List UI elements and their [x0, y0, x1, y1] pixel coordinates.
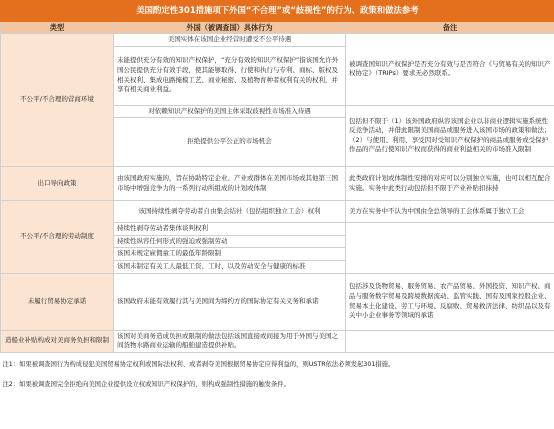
type-cell: 不公平/不合理的劳动制度 — [1, 201, 114, 273]
note-cell: 被调查国知识产权保护是否充分有效与是否符合《与贸易有关的知识产权协定》（TRIPs）要求无必然联系。 — [346, 34, 554, 106]
header-note: 备注 — [346, 22, 554, 34]
behavior-cell: 由该国政府实施的，旨在协助特定企业、产业或群体在美国市场或其他第三国市场中增强竞争力的一系列行动所组成的计划或体制 — [114, 167, 346, 201]
table-title: 美国酌定性301措施项下外国“不合理”或“歧视性”的行为、政策和做法参考 — [1, 1, 554, 22]
type-cell: 未履行贸易协定承诺 — [1, 273, 114, 330]
type-cell: 造船业补贴构成对美商务负担和限制 — [1, 330, 114, 352]
behavior-cell: 拒绝提供公平公正的市场机会 — [114, 118, 346, 167]
footnote-1: 注1：如果被调查国行为构成侵犯美国贸易协定权利或国际法权利、或者剥夺美国根据贸易协定应得利益的，则USTR依法必须发起301措施。 — [1, 360, 554, 380]
note-cell-empty — [346, 223, 554, 273]
note-cell: 美方在实务中不认为中国由全总领导的工会体系属于独立工会 — [346, 201, 554, 223]
header-behavior: 外国（被调查国）具体行为 — [114, 22, 346, 34]
behavior-cell: 该国未制定有关工人最低工资、工时、以及劳动安全与健康的标准 — [114, 260, 346, 273]
behavior-cell: 该国未规定雇佣童工的最低年龄限制 — [114, 248, 346, 261]
type-cell: 出口导向政策 — [1, 167, 114, 201]
header-type: 类型 — [1, 22, 114, 34]
behavior-cell: 未能提供充分有效的知识产权保护，“充分有效的知识产权保护”指该国允许外国公民提供充分有效手段，使其能够取得、行使和执行与专利、商标、版权及相关权利、集成电路掩模工艺、商业秘密、及植物育种者权利有关的权利，并享有相关商业利益。 — [114, 46, 346, 105]
behavior-cell: 该国政府未能有效履行其与美国间为缔约方的国际协定有关义务和承诺 — [114, 273, 346, 330]
note-cell-empty — [346, 330, 554, 352]
behavior-cell: 该国持续性剥夺劳动者自由集会结社（包括组织独立工会）权利 — [114, 201, 346, 223]
type-cell: 不公平/不合理的营商环境 — [1, 34, 114, 167]
behavior-cell: 美国实体在该国企业经营时遭受不公平待遇 — [114, 34, 346, 47]
behavior-cell: 对依赖知识产权保护的美国主体采取歧视性市场准入待遇 — [114, 105, 346, 118]
behavior-cell: 持续性纵容任何形式的强迫或强制劳动 — [114, 235, 346, 248]
behavior-cell: 该国对美商务造成负担或限制的做法包括该国直接或间接为用于外国与美国之间货物水路商业运输的船舶建造提供补贴。 — [114, 330, 346, 352]
note-cell: 包括但不限于（1）该外国政府纵容该国企业以非商业逻辑实施系统性反竞争活动，并借此限制美国商品或服务进入该国市场的政策和做法；（2）与使用、利用、享受因对受知识产权保护的商品或服务或受保护作品的产品行使知识产权而获得的商业利益相关的市场准入限制 — [346, 105, 554, 167]
behavior-cell: 持续性剥夺劳动者集体谈判权利 — [114, 223, 346, 236]
note-cell: 此类政府计划或体制性安排的对应可以分别独立实施，也可以相互配合实施。实务中此类行动包括但不限于产业补贴扣抹持 — [346, 167, 554, 201]
footnote-2: 注2：如果被调查国完全拒绝向美国企业提供设立权或知识产权保护的，则构成强制性措施的触发条件。 — [1, 380, 554, 394]
note-cell: 包括涉及货物贸易、服务贸易、农产品贸易、外国投资、知识产权、商品与服务数字贸易及跨境数据流动、监管实践、国有及国家控股企业、贸易本土化建设、劳工与环境、反腐败、贸易救济法律、纺织品以及有关中小企业事务等领域的承诺 — [346, 273, 554, 330]
